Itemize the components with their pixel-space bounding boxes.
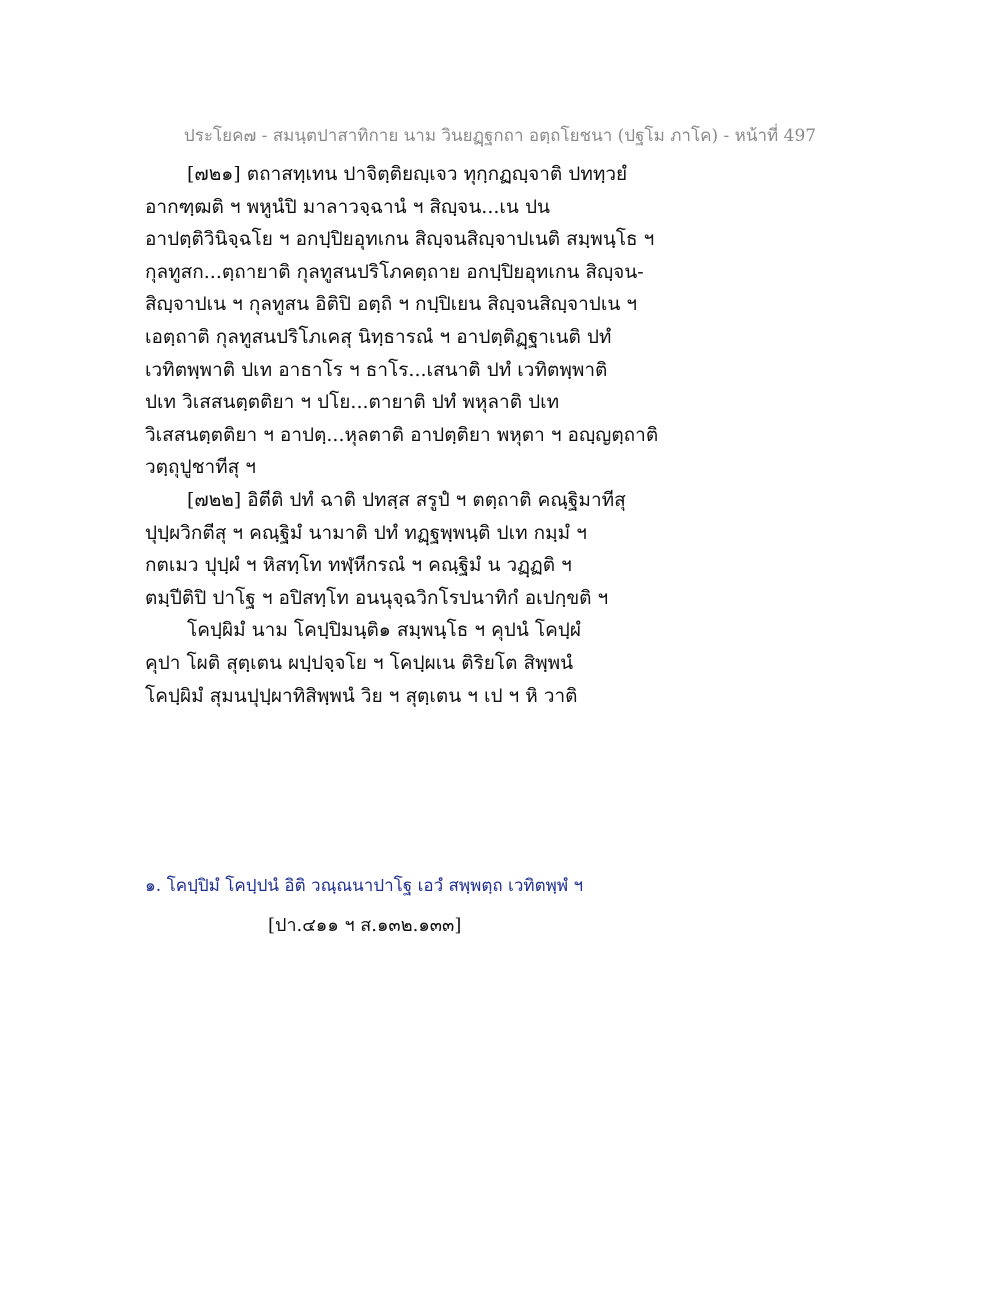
body-line: เวทิตพฺพาติ ปเท อาธาโร ฯ ธาโร...เสนาติ ปทํ เวทิตพฺพาติ bbox=[145, 358, 608, 381]
page-header: ประโยค๗ - สมนฺตปาสาทิกาย นาม วินยฏฺฐกถา อตฺถโยชนา (ปฐโม ภาโค) - หน้าที่ 497 bbox=[183, 126, 817, 146]
body-line: ปุปฺผวิกตีสุ ฯ คณฺฐิมํ นามาติ ปทํ ทฏฺฐพฺพนฺติ ปเท กมฺมํ ฯ bbox=[145, 521, 587, 544]
body-line: อากฑฺฒติ ฯ พหูนํปิ มาลาวจฺฉานํ ฯ สิญฺจน...เน ปน bbox=[145, 195, 550, 218]
body-line: กุลทูสก...ตฺถายาติ กุลทูสนปริโภคตฺถาย อกปฺปิยอุทเกน สิญฺจน- bbox=[145, 260, 644, 283]
body-line: เอตฺถาติ กุลทูสนปริโภเคสุ นิทฺธารณํ ฯ อาปตฺติฏฺฐาเนติ ปทํ bbox=[145, 325, 612, 348]
body-line: [๗๒๒] อิตีติ ปทํ ฉาติ ปทสฺส สรูปํ ฯ ตตฺถาติ คณฺฐิมาทีสุ bbox=[187, 488, 626, 511]
body-line: [๗๒๑] ตถาสทฺเทน ปาจิตฺติยญฺเจว ทุกฺกฏญฺจาติ ปททฺวยํ bbox=[187, 163, 628, 185]
body-text bbox=[145, 158, 705, 712]
footnote: ๑. โคปฺปิมํ โคปฺปนํ อิติ วณฺณนาปาโฐ เอวํ สพฺพตฺถ เวทิตพฺพํ ฯ bbox=[145, 876, 584, 896]
body-line: วิเสสนตฺตติยา ฯ อาปตฺ...หุลตาติ อาปตฺติยา พหุตา ฯ อญฺญตฺถาติ bbox=[145, 423, 659, 446]
body-line: ตมฺปีติปิ ปาโฐ ฯ อปิสทฺโท อนนุจฺฉวิกโรปนาทิกํ อเปกฺขติ ฯ bbox=[145, 586, 609, 609]
body-line: โคปฺผิมํ นาม โคปฺปิมนฺติ๑ สมฺพนฺโธ ฯ คุปนํ โคปฺผํ bbox=[187, 619, 581, 642]
body-line: สิญฺจาปเน ฯ กุลทูสน อิติปิ อตฺถิ ฯ กปฺปิเยน สิญฺจนสิญฺจาปเน ฯ bbox=[145, 293, 638, 316]
body-line: ปเท วิเสสนตฺตติยา ฯ ปโย...ตายาติ ปทํ พหุลาติ ปเท bbox=[145, 391, 560, 414]
body-line: โคปฺผิมํ สุมนปุปฺผาทิสิพฺพนํ วิย ฯ สุตฺเตน ฯ เป ฯ หิ วาติ bbox=[145, 684, 578, 707]
body-line: วตฺถุปูชาทีสุ ฯ bbox=[145, 456, 256, 479]
body-line: คุปา โผติ สุตฺเตน ผปฺปจฺจโย ฯ โคปฺผเน ติริยโต สิพฺพนํ bbox=[145, 651, 574, 674]
body-line: อาปตฺติวินิจฺฉโย ฯ อกปฺปิยอุทเกน สิญฺจนสิญฺจาปเนติ สมฺพนฺโธ ฯ bbox=[145, 228, 655, 251]
body-line: กตเมว ปุปฺผํ ฯ หิสทฺโท ทฬฺหีกรณํ ฯ คณฺฐิมํ น วฏฺฏติ ฯ bbox=[145, 554, 572, 577]
page-reference: [ปา.๔๑๑ ฯ ส.๑๓๒.๑๓๓] bbox=[268, 915, 462, 936]
